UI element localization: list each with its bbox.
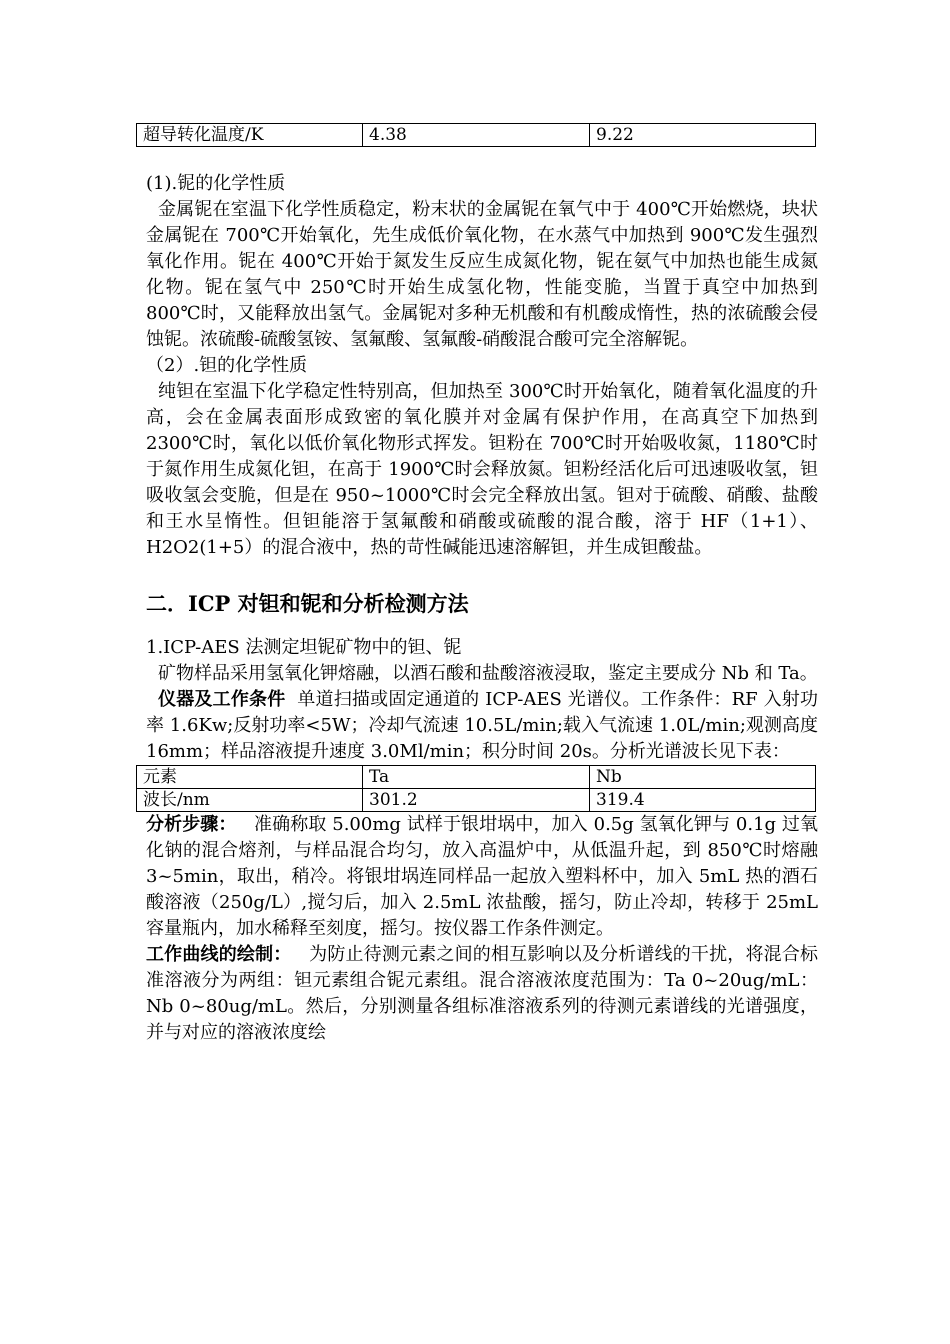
document-page: [143, 123, 819, 1046]
ta-paragraph: 纯钽在室温下化学稳定性特别高，但加热至 300℃时开始氧化，随着氧化温度的升高，会在金属表面形成致密的氧化膜并对金属有保护作用，在高真空下加热到 2300℃时，氧化以低价氧化物形式挥发。钽粉在 700℃时开始吸收氮，1180℃时于氮作用生成氮化钽，在高于 1900℃时会释放氮。钽粉经活化后可迅速吸收氢，钽吸收氢会变脆，但是在 950~1000℃时会完全释放出氢。钽对于硫酸、硝酸、盐酸和王水呈惰性。但钽能溶于氢氟酸和硝酸或硫酸的混合酸，溶于 HF（1+1）、H2O2(1+5）的混合液中，热的苛性碱能迅速溶解钽，并生成钽酸盐。: [146, 381, 818, 558]
instrument-text: 单道扫描或固定通道的 ICP-AES 光谱仪。工作条件：RF 入射功率 1.6Kw;反射功率<5W；冷却气流速 10.5L/min;载入气流速 1.0L/min;观测高度 16mm；样品溶液提升速度 3.0Ml/min；积分时间 20s。分析光谱波长见下表：: [146, 689, 818, 762]
instrument-paragraph: [146, 687, 818, 765]
ta-heading: （2）.钽的化学性质: [146, 355, 308, 376]
curve-paragraph: [146, 942, 818, 1046]
nb-heading: (1).铌的化学性质: [146, 173, 286, 194]
table-cell: 波长/nm: [137, 789, 363, 812]
table-header-row: [137, 766, 816, 789]
table-cell: Nb: [590, 766, 816, 789]
steps-lead: 分析步骤：: [146, 814, 237, 835]
method1-heading: 1.ICP-AES 法测定坦铌矿物中的钽、铌: [146, 637, 462, 658]
table-row: [137, 124, 816, 147]
table-cell: 9.22: [590, 124, 816, 147]
wavelength-table: [136, 765, 816, 812]
table-row: [137, 789, 816, 812]
table-cell: 超导转化温度/K: [137, 124, 363, 147]
steps-paragraph: [146, 812, 818, 942]
method1-paragraph: 矿物样品采用氢氧化钾熔融，以酒石酸和盐酸溶液浸取，鉴定主要成分 Nb 和 Ta。: [158, 663, 818, 684]
table-cell: Ta: [363, 766, 590, 789]
curve-text: 为防止待测元素之间的相互影响以及分析谱线的干扰，将混合标准溶液分为两组：钽元素组合铌元素组。混合溶液浓度范围为：Ta 0~20ug/mL：Nb 0~80ug/mL。然后，分别测量各组标准溶液系列的待测元素谱线的光谱强度，并与对应的溶液浓度绘: [146, 944, 819, 1043]
table-cell: 元素: [137, 766, 363, 789]
superconduct-table: [136, 123, 816, 147]
table-cell: 319.4: [590, 789, 816, 812]
table-cell: 301.2: [363, 789, 590, 812]
table-cell: 4.38: [363, 124, 590, 147]
chapter-title: 二．ICP 对钽和铌和分析检测方法: [146, 591, 469, 616]
nb-paragraph: 金属铌在室温下化学性质稳定，粉末状的金属铌在氧气中于 400℃开始燃烧，块状金属铌在 700℃开始氧化，先生成低价氧化物，在水蒸气中加热到 900℃发生强烈氧化作用。铌在 400℃开始于氮发生反应生成氮化物，铌在氨气中加热也能生成氮化物。铌在氢气中 250℃时开始生成氢化物，性能变脆，当置于真空中加热到 800℃时，又能释放出氢气。金属铌对多种无机酸和有机酸成惰性，热的浓硫酸会侵蚀铌。浓硫酸-硫酸氢铵、氢氟酸、氢氟酸-硝酸混合酸可完全溶解铌。: [146, 199, 818, 350]
instrument-lead: 仪器及工作条件: [158, 689, 286, 710]
steps-text: 准确称取 5.00mg 试样于银坩埚中，加入 0.5g 氢氧化钾与 0.1g 过氧化钠的混合熔剂，与样品混合均匀，放入高温炉中，从低温升起，到 850℃时熔融 3~5min，取出，稍冷。将银坩埚连同样品一起放入塑料杯中，加入 5mL 热的酒石酸溶液（250g/L）,搅匀后，加入 2.5mL 浓盐酸，摇匀，防止冷却，转移于 25mL 容量瓶内，加水稀释至刻度，摇匀。按仪器工作条件测定。: [146, 814, 819, 939]
curve-lead: 工作曲线的绘制：: [146, 944, 292, 965]
